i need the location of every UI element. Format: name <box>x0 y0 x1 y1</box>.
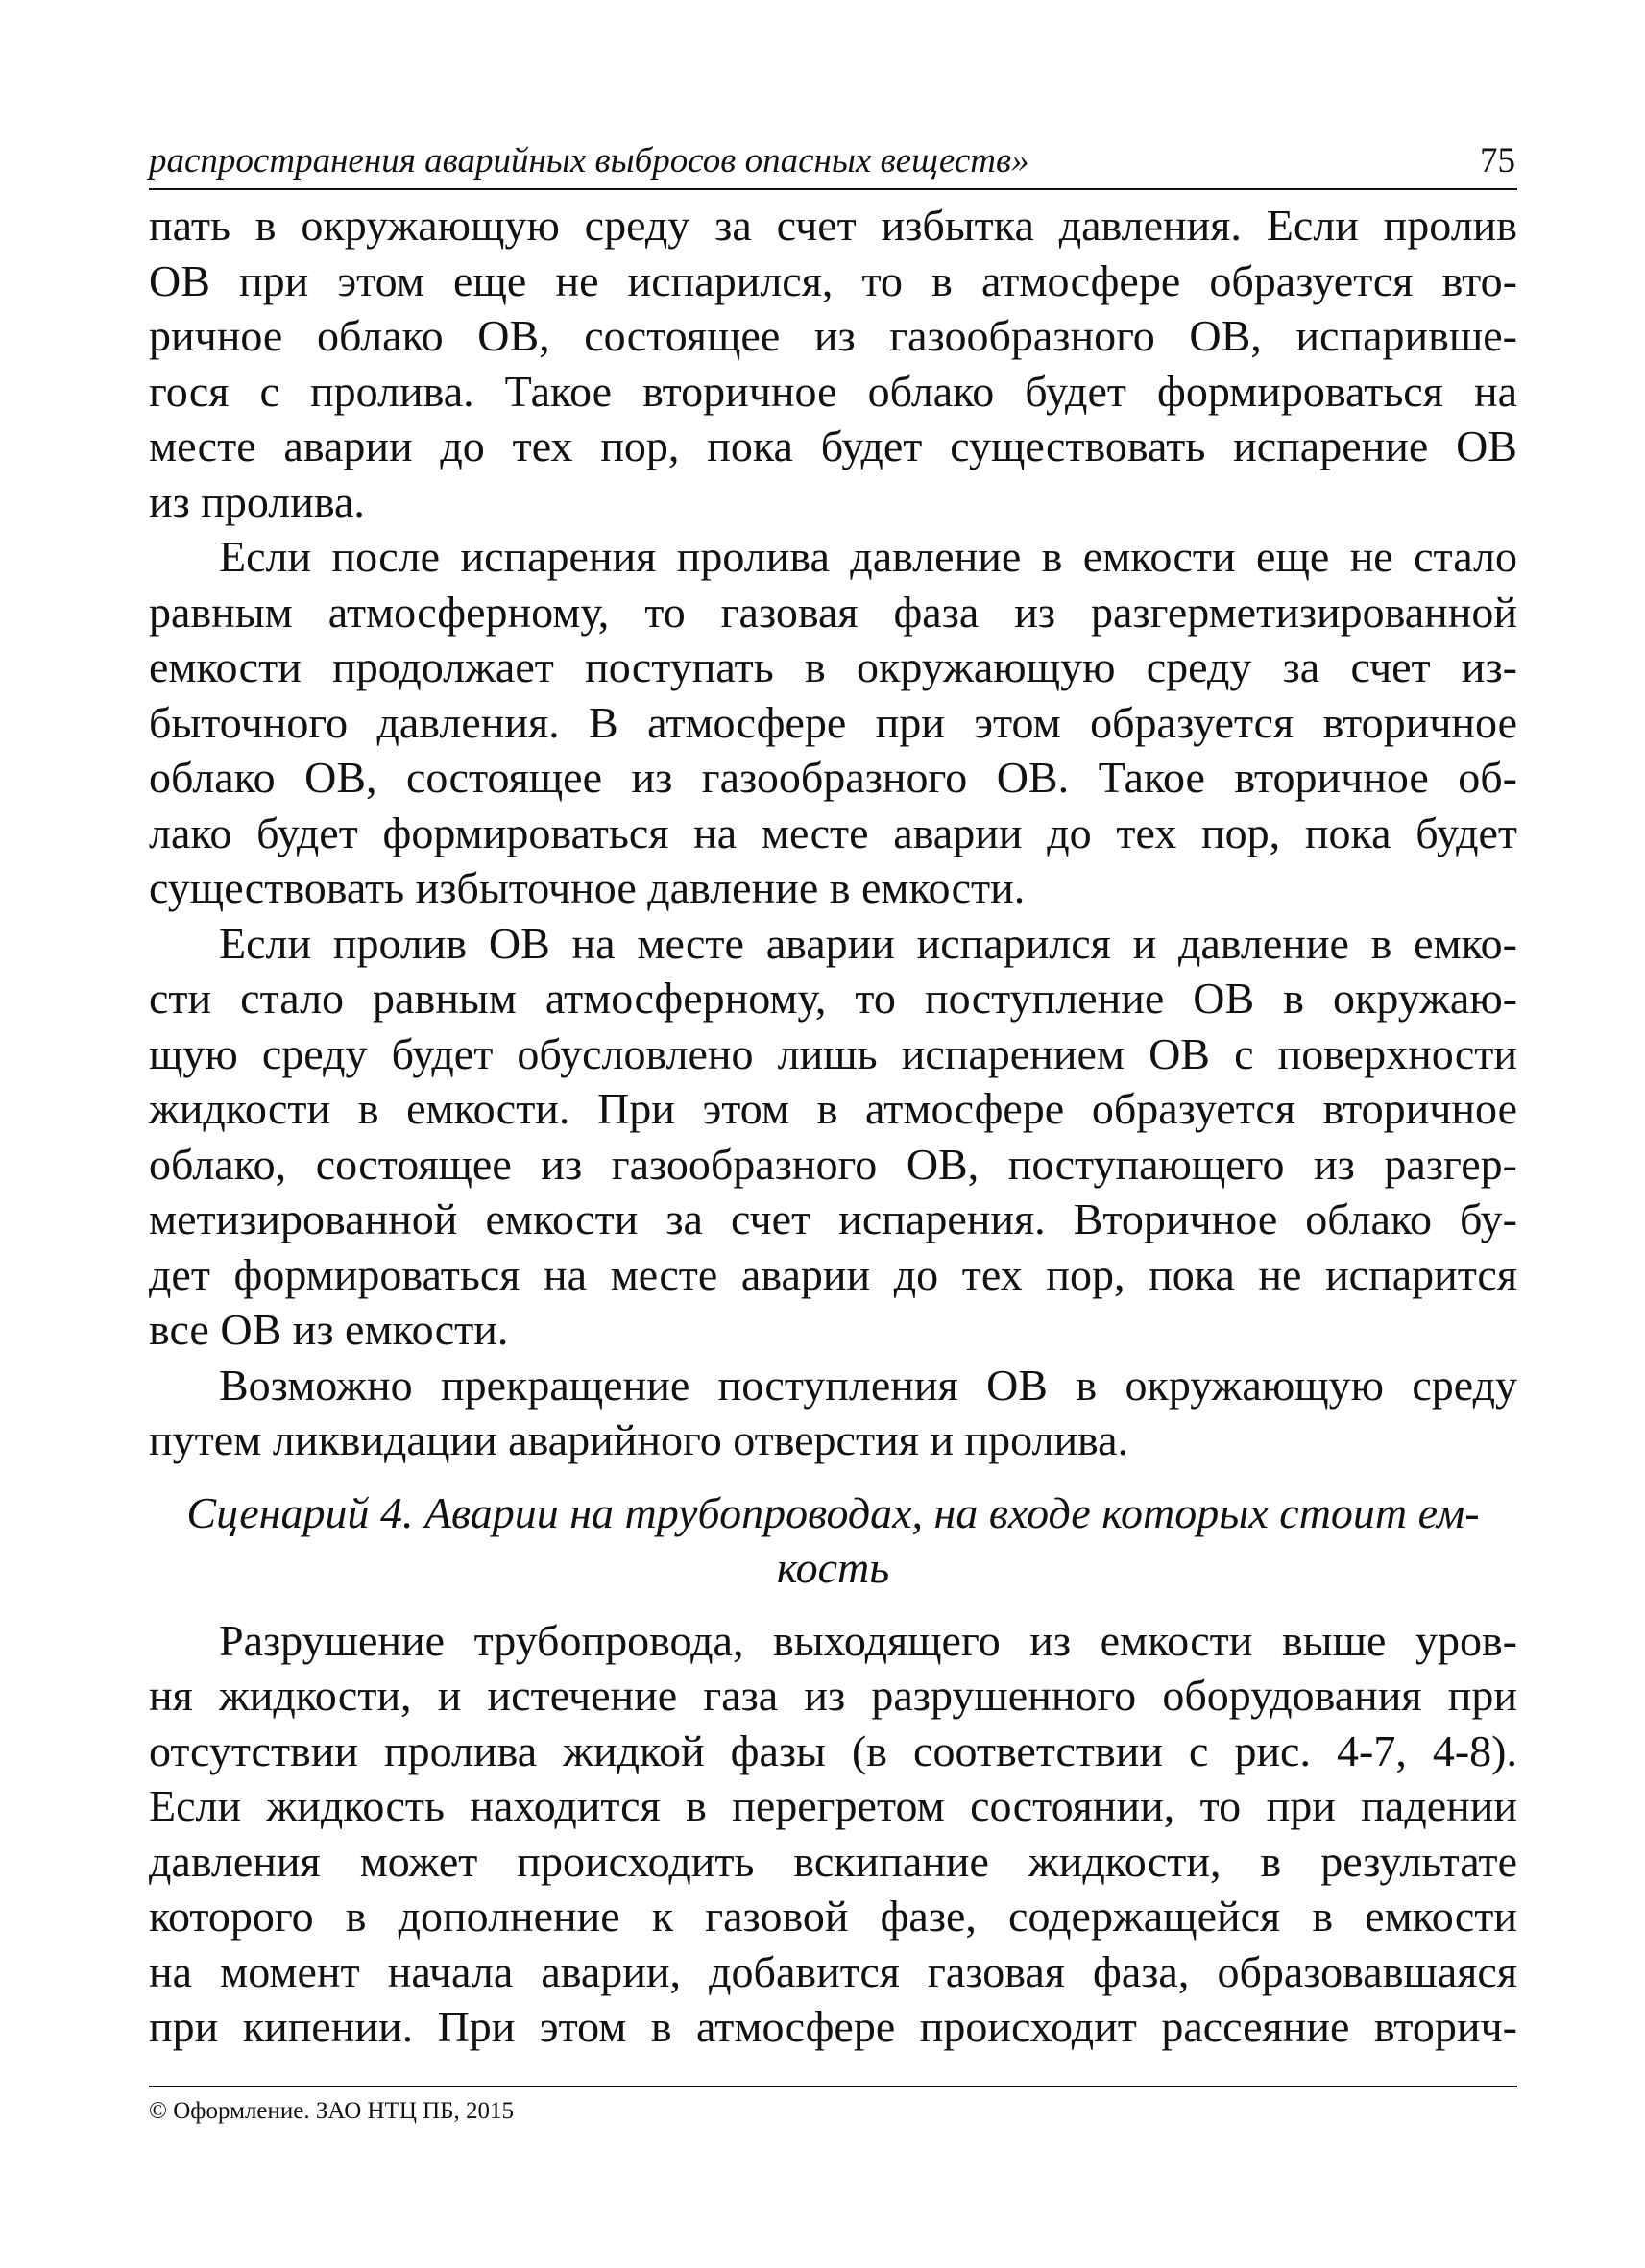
text-line: равным атмосферному, то газовая фаза из разгерметизированной <box>149 587 1517 637</box>
text-line: ОВ при этом еще не испарился, то в атмосфере образуется вто- <box>149 255 1517 305</box>
text-line: Если жидкость находится в перегретом состоянии, то при падении <box>149 1781 1517 1830</box>
text-line: метизированной емкости за счет испарения. Вторичное облако бу- <box>149 1194 1517 1243</box>
heading-line: кость <box>776 1543 890 1592</box>
text-line: емкости продолжает поступать в окружающую среду за счет из- <box>149 642 1517 691</box>
text-line: облако ОВ, состоящее из газообразного ОВ. Такое вторичное об- <box>149 753 1517 802</box>
spacer <box>149 1468 1517 1485</box>
text-line: отсутствии пролива жидкой фазы (в соответствии с рис. 4-7, 4-8). <box>149 1725 1517 1775</box>
footer-divider <box>149 2086 1517 2087</box>
text-line: лако будет формироваться на месте аварии до тех пор, пока будет <box>149 808 1517 857</box>
spacer <box>149 1596 1517 1613</box>
text-line: давления может происходить вскипание жидкости, в результате <box>149 1836 1517 1886</box>
scenario-heading <box>149 1485 1517 1596</box>
text-line: существовать избыточное давление в емкости. <box>149 863 1026 912</box>
paragraph-5 <box>149 1613 1517 2055</box>
body-text <box>149 198 1517 2055</box>
heading-line: Сценарий 4. Аварии на трубопроводах, на входе которых стоит ем- <box>186 1487 1480 1537</box>
paragraph-2 <box>149 529 1517 916</box>
running-title: распространения аварийных выбросов опасных веществ» <box>149 141 1029 181</box>
text-line: жидкости в емкости. При этом в атмосфере образуется вторичное <box>149 1084 1517 1133</box>
text-line: Возможно прекращение поступления ОВ в окружающую среду <box>219 1360 1517 1410</box>
text-line: гося с пролива. Такое вторичное облако будет формироваться на <box>149 366 1517 416</box>
paragraph-3 <box>149 916 1517 1358</box>
text-line: которого в дополнение к газовой фазе, содержащейся в емкости <box>149 1892 1517 1941</box>
text-line: из пролива. <box>149 476 365 526</box>
text-line: сти стало равным атмосферному, то поступление ОВ в окружаю- <box>149 974 1517 1023</box>
text-line: ня жидкости, и истечение газа из разрушенного оборудования при <box>149 1671 1517 1720</box>
text-line: Разрушение трубопровода, выходящего из емкости выше уров- <box>219 1615 1517 1665</box>
text-line: дет формироваться на месте аварии до тех пор, пока не испарится <box>149 1249 1517 1299</box>
text-line: Если после испарения пролива давление в емкости еще не стало <box>219 532 1517 581</box>
text-line: Если пролив ОВ на месте аварии испарился и давление в емко- <box>219 918 1517 968</box>
text-line: месте аварии до тех пор, пока будет существовать испарение ОВ <box>149 422 1517 470</box>
text-line: облако, состоящее из газообразного ОВ, поступающего из разгер- <box>149 1139 1517 1189</box>
text-line: щую среду будет обусловлено лишь испарением ОВ с поверхности <box>149 1028 1517 1078</box>
text-line: все ОВ из емкости. <box>149 1305 509 1354</box>
copyright-footer: © Оформление. ЗАО НТЦ ПБ, 2015 <box>149 2098 515 2124</box>
text-line: при кипении. При этом в атмосфере происходит рассеяние вторич- <box>149 2002 1517 2051</box>
text-line: пать в окружающую среду за счет избытка давления. Если пролив <box>149 201 1517 250</box>
text-line: путем ликвидации аварийного отверстия и пролива. <box>149 1415 1129 1464</box>
page-number: 75 <box>1480 141 1515 181</box>
text-line: быточного давления. В атмосфере при этом образуется вторичное <box>149 697 1517 747</box>
text-line: ричное облако ОВ, состоящее из газообразного ОВ, испаривше- <box>149 311 1517 360</box>
paragraph-4 <box>149 1358 1517 1468</box>
text-line: на момент начала аварии, добавится газовая фаза, образовавшаяся <box>149 1946 1517 1996</box>
running-header <box>149 134 1517 190</box>
paragraph-1 <box>149 198 1517 529</box>
